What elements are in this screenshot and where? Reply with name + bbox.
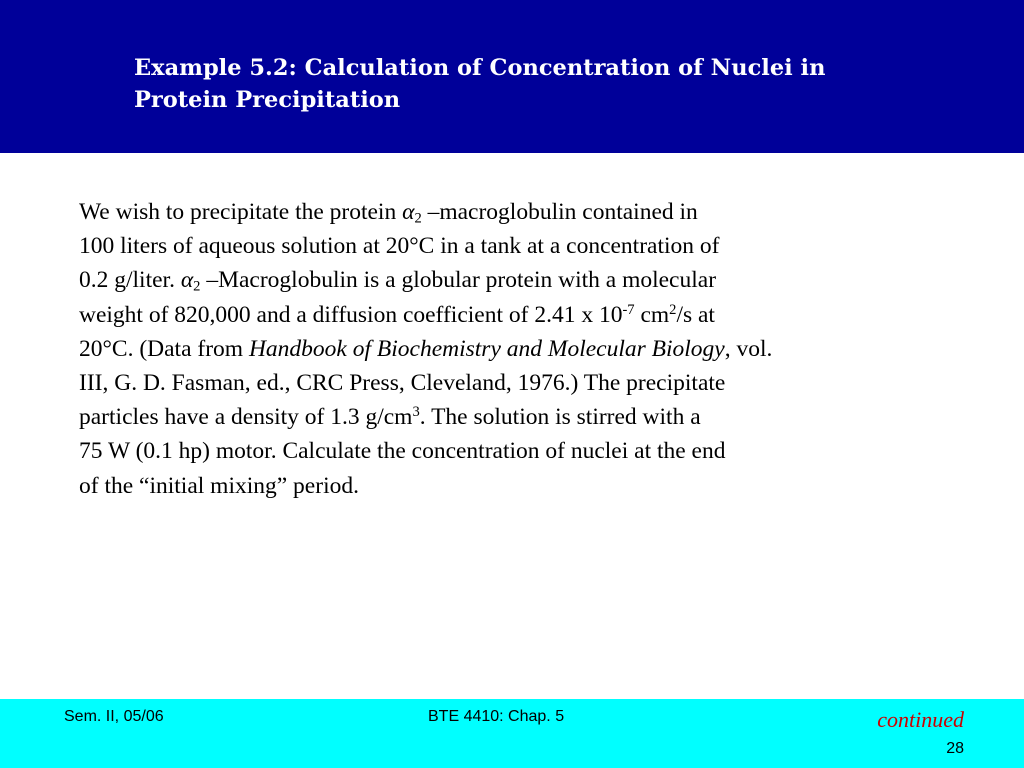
text-segment: cm [634,301,670,328]
text-line-9: of the “initial mixing” period. [79,472,359,499]
text-line-8: 75 W (0.1 hp) motor. Calculate the concentration of nuclei at the end [79,438,726,465]
text-line-6: III, G. D. Fasman, ed., CRC Press, Cleveland, 1976.) The precipitate [79,370,726,397]
footer-semester: Sem. II, 05/06 [64,708,164,725]
text-segment: –Macroglobulin is a globular protein with a molecular [200,267,717,294]
footer-bar [0,699,1024,768]
title-line-1: Example 5.2: Calculation of Concentration of Nuclei in [134,55,826,81]
alpha-subscript: 2 [193,279,201,296]
text-segment: particles have a density of 1.3 g/cm [79,404,413,431]
text-segment: –macroglobulin contained in [421,199,698,225]
page-number: 28 [946,740,964,757]
text-line-3 [79,263,949,297]
text-segment: , vol. [724,335,773,362]
text-segment: We wish to precipitate the protein [79,199,403,225]
text-line-5 [79,332,949,366]
slide-title [134,52,954,116]
text-line-1 [79,195,949,229]
text-segment: /s at [676,301,715,328]
exponent: -7 [622,301,635,318]
continued-label: continued [877,707,964,732]
footer-course: BTE 4410: Chap. 5 [428,708,565,725]
problem-statement [79,195,949,503]
text-line-2: 100 liters of aqueous solution at 20°C in a tank at a concentration of [79,233,720,260]
text-line-7 [79,400,949,434]
alpha-symbol: α [402,199,415,225]
text-segment: . The solution is stirred with a [419,404,701,431]
text-segment: weight of 820,000 and a diffusion coefficient of 2.41 x 10 [79,301,623,328]
alpha-symbol: α [180,267,194,294]
title-line-2: Protein Precipitation [134,87,401,113]
title-banner [0,0,1024,153]
exponent: 2 [669,301,677,318]
book-title: Handbook of Biochemistry and Molecular Biology [248,335,725,362]
text-segment: 20°C. (Data from [79,335,249,362]
exponent: 3 [412,404,420,421]
alpha-subscript: 2 [414,210,422,227]
text-line-4 [79,298,949,332]
text-segment: 0.2 g/liter. [79,267,181,294]
